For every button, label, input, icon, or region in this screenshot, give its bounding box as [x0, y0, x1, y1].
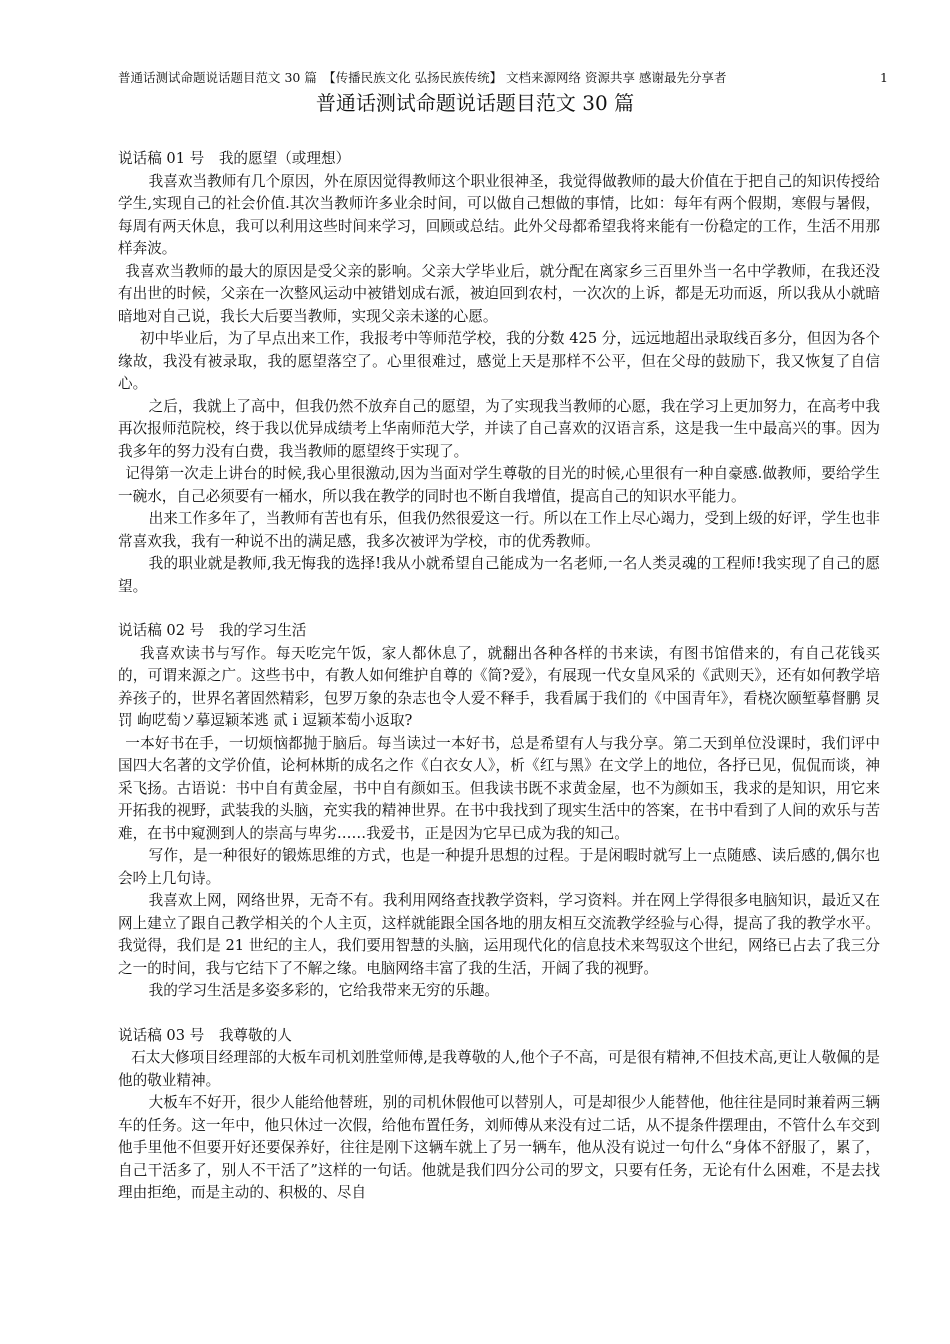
paragraph: 我的职业就是教师,我无悔我的选择!我从小就希望自己能成为一名老师,一名人类灵魂的工程师!我实现了自己的愿望。: [118, 555, 880, 595]
paragraph: 之后，我就上了高中，但我仍然不放弃自己的愿望，为了实现我当教师的心愿，我在学习上更加努力，在高考中我再次报师范院校，终于我以优异成绩考上华南师范大学，并读了自己喜欢的汉语言系，这是我一生中最高兴的事。因为我多年的努力没有白费，我当教师的愿望终于实现了。: [118, 397, 880, 460]
paragraph: 我喜欢上网，网络世界，无奇不有。我利用网络查找教学资料，学习资料。并在网上学得很多电脑知识，最近又在网上建立了跟自己教学相关的个人主页，这样就能跟全国各地的朋友相互交流教学经验与心得，提高了我的教学水平。我觉得，我们是 21 世纪的主人，我们要用智慧的头脑，运用现代化的信息技术来驾驭这个世纪，网络已占去了我三分之一的时间，我与它结下了不解之缘。电脑网络丰富了我的生活，开阔了我的视野。: [118, 892, 880, 977]
section-heading: 说话稿 02 号 我的学习生活: [118, 622, 307, 639]
section-heading: 说话稿 01 号 我的愿望（或理想）: [118, 150, 351, 167]
page-number: 1: [880, 70, 888, 85]
paragraph: 大板车不好开，很少人能给他替班，别的司机休假他可以替别人，可是却很少人能替他，他往往是同时兼着两三辆车的任务。这一年中，他只休过一次假，给他布置任务，刘师傅从来没有过二话，从不提条件摆理由，不管什么车交到他手里他不但要开好还要保养好，往往是刚下这辆车就上了另一辆车，他从没有说过一句什么“身体不舒服了，累了，自己干活多了，别人不干活了”这样的一句话。他就是我们四分公司的罗文，只要有任务，无论有什么困难，不是去找理由拒绝，而是主动的、积极的、尽自: [118, 1094, 880, 1201]
section-spacer: [118, 598, 880, 620]
paragraph: 我的学习生活是多姿多彩的，它给我带来无穷的乐趣。: [148, 982, 499, 999]
paragraph: 出来工作多年了，当教师有苦也有乐，但我仍然很爱这一行。所以在工作上尽心竭力，受到上级的好评，学生也非常喜欢我，我有一种说不出的满足感，我多次被评为学校，市的优秀教师。: [118, 510, 880, 550]
speech-section-01: [118, 148, 880, 598]
paragraph: 一本好书在手，一切烦恼都抛于脑后。每当读过一本好书，总是希望有人与我分享。第二天到单位没课时，我们评中国四大名著的文学价值，论柯林斯的成名之作《白衣女人》，析《红与黑》在文学上的地位，各抒已见，侃侃而谈，神采飞扬。古语说：书中自有黄金屋，书中自有颜如玉。但我读书既不求黄金屋，也不为颜如玉，我求的是知识，用它来开拓我的视野，武装我的头脑，充实我的精神世界。在书中我找到了现实生活中的答案，在书中看到了人间的欢乐与苦难，在书中窥测到人的崇高与卑劣……我爱书，正是因为它早已成为我的知己。: [118, 734, 880, 842]
paragraph: 我喜欢当教师有几个原因，外在原因觉得教师这个职业很神圣，我觉得做教师的最大价值在于把自己的知识传授给学生,实现自己的社会价值.其次当教师许多业余时间，可以做自己想做的事情，比如：每年有两个假期，寒假与暑假，每周有两天休息，我可以利用这些时间来学习，回顾或总结。此外父母都希望我将来能有一份稳定的工作，生活不用那样奔波。: [118, 172, 880, 257]
paragraph: 写作，是一种很好的锻炼思维的方式，也是一种提升思想的过程。于是闲暇时就写上一点随感、读后感的,偶尔也会吟上几句诗。: [118, 847, 880, 887]
paragraph: 我喜欢读书与写作。每天吃完午饭，家人都休息了，就翻出各种各样的书来读，有图书馆借来的，有自己花钱买的，可谓来源之广。这些书中，有教人如何维护自尊的《简?爱》，有展现一代女皇风采的《武则天》，还有如何教学培养孩子的，世界名著固然精彩，包罗万象的杂志也令人爱不释手，我看属于我们的《中国青年》，看桡次颐堑摹督鹏 炅 罚 岣呓萄ソ摹逗颖苯逃 贰ｉ逗颖苯萄小返取?: [118, 644, 880, 729]
paragraph: 初中毕业后，为了早点出来工作，我报考中等师范学校，我的分数 425 分，远远地超出录取线百多分，但因为各个缘故，我没有被录取，我的愿望落空了。心里很难过，感觉上天是那样不公平，但在父母的鼓励下，我又恢复了自信心。: [118, 330, 880, 392]
section-heading: 说话稿 03 号 我尊敬的人: [118, 1026, 292, 1044]
running-header: [118, 70, 888, 86]
document-body: [118, 148, 880, 1205]
section-spacer: [118, 1003, 880, 1025]
running-header-text: 普通话测试命题说话题目范文 30 篇 【传播民族文化 弘扬民族传统】 文档来源网络 资源共享 感谢最先分享者: [118, 70, 727, 85]
paragraph: 我喜欢当教师的最大的原因是受父亲的影响。父亲大学毕业后，就分配在离家乡三百里外当一名中学教师，在我还没有出世的时候，父亲在一次整风运动中被错划成右派，被迫回到农村，一次次的上诉，都是无功而返，所以我从小就暗暗地对自己说，我长大后要当教师，实现父亲未遂的心愿。: [118, 262, 880, 325]
document-title: 普通话测试命题说话题目范文 30 篇: [315, 91, 635, 115]
paragraph: 石太大修项目经理部的大板车司机刘胜堂师傅,是我尊敬的人,他个子不高，可是很有精神,不但技术高,更让人敬佩的是他的敬业精神。: [118, 1049, 880, 1089]
speech-section-03: [118, 1025, 880, 1205]
speech-section-02: [118, 620, 880, 1003]
paragraph: 记得第一次走上讲台的时候,我心里很激动,因为当面对学生尊敬的目光的时候,心里很有一种自豪感.做教师，要给学生一碗水，自己必须要有一桶水，所以我在教学的同时也不断自我增值，提高自己的知识水平能力。: [118, 465, 880, 505]
